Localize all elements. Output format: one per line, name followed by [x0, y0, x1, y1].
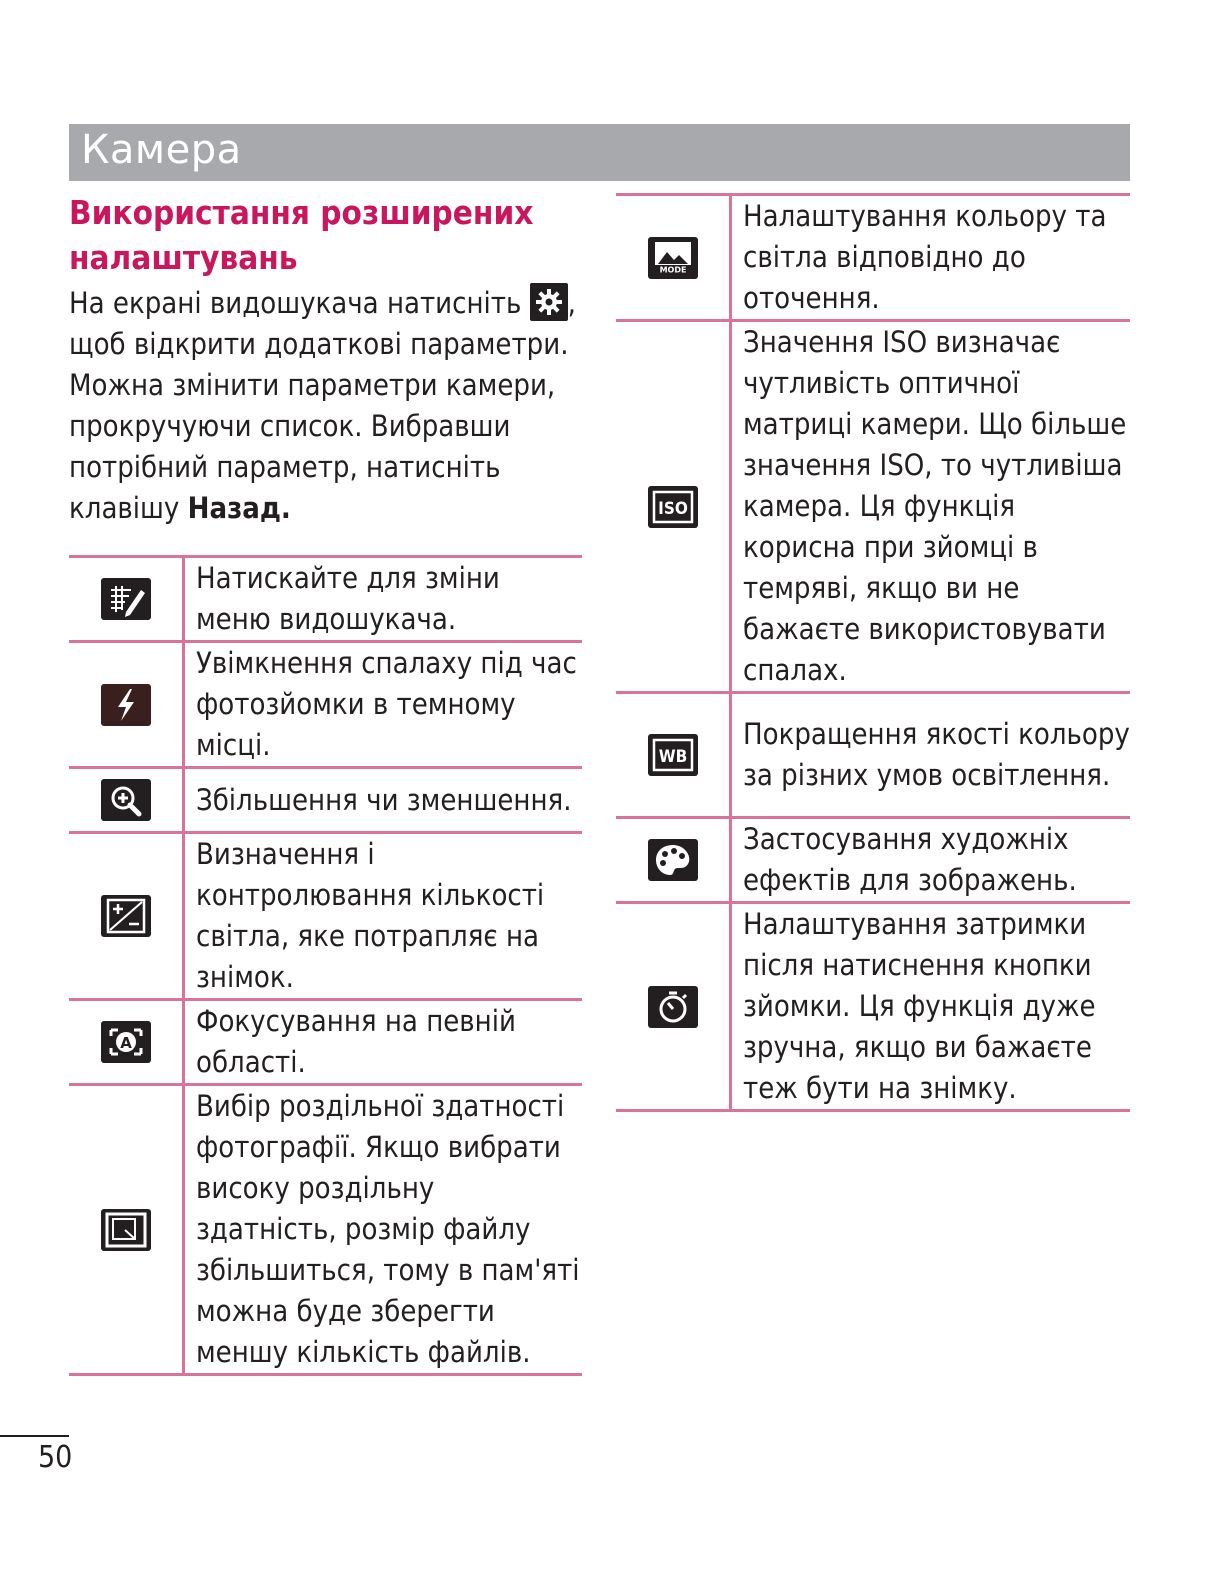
option-description: Увімкнення спалаху під час фотозйомки в темному місці.: [184, 642, 583, 768]
table-row: [69, 833, 582, 1000]
timer-icon: [648, 986, 698, 1028]
right-options-table: [616, 193, 1130, 1112]
white-balance-icon: [648, 734, 698, 776]
table-row: [69, 1000, 582, 1085]
intro-text-middle: , щоб відкрити додаткові параметри. Можна змінити параметри камери, прокручуючи список. Вибравши потрібний параметр, натисніть клавішу: [69, 286, 576, 525]
image-size-icon: [101, 1209, 151, 1251]
left-options-table: [69, 555, 582, 1376]
table-row: [616, 321, 1130, 693]
page-title: Камера: [81, 127, 242, 173]
table-row: [616, 903, 1130, 1111]
option-description: Налаштування кольору та світла відповідно до оточення.: [731, 195, 1131, 321]
option-description: Вибір роздільної здатності фотографії. Якщо вибрати високу роздільну здатність, розмір файлу збільшиться, тому в пам'яті можна буде зберегти меншу кількість файлів.: [184, 1085, 583, 1375]
focus-icon: [101, 1021, 151, 1063]
section-title: Використання розширених налаштувань: [69, 193, 534, 277]
option-description: Фокусування на певній області.: [184, 1000, 583, 1085]
zoom-icon: [101, 779, 151, 821]
iso-icon-label: ISO: [657, 498, 688, 519]
page-number-rule: [0, 1435, 69, 1437]
intro-paragraph: [69, 283, 589, 529]
color-effect-icon: [648, 839, 698, 881]
back-key-label: Назад.: [187, 491, 291, 525]
header-bar: [69, 124, 1130, 181]
table-row: [616, 818, 1130, 903]
page-number: 50: [38, 1440, 73, 1475]
focus-icon-label: A: [119, 1034, 132, 1052]
option-description: Натискайте для зміни меню видошукача.: [184, 557, 583, 642]
flash-icon: [101, 684, 151, 726]
option-description: Застосування художніх ефектів для зображень.: [731, 818, 1131, 903]
edit-viewfinder-menu-icon: [101, 578, 151, 620]
option-description: Збільшення чи зменшення.: [184, 768, 583, 833]
option-description: Значення ISO визначає чутливість оптичної матриці камери. Що більше значення ISO, то чутливіша камера. Ця функція корисна при зйомці в темряві, якщо ви не бажаєте використовувати спалах.: [731, 321, 1131, 693]
scene-mode-icon-label: MODE: [659, 265, 686, 274]
table-row: [69, 1085, 582, 1375]
exposure-icon: [101, 895, 151, 937]
table-row: [69, 557, 582, 642]
table-row: [69, 642, 582, 768]
option-description: Налаштування затримки після натиснення кнопки зйомки. Ця функція дуже зручна, якщо ви бажаєте теж бути на знімку.: [731, 903, 1131, 1111]
white-balance-icon-label: WB: [658, 747, 687, 767]
table-row: [69, 768, 582, 833]
intro-text-start: На екрані видошукача натисніть: [69, 286, 530, 320]
settings-gear-icon: [530, 283, 568, 321]
scene-mode-icon: [648, 237, 698, 279]
table-row: [616, 195, 1130, 321]
option-description: Покращення якості кольору за різних умов освітлення.: [731, 693, 1131, 818]
option-description: Визначення і контролювання кількості світла, яке потрапляє на знімок.: [184, 833, 583, 1000]
iso-icon: [648, 486, 698, 528]
table-row: [616, 693, 1130, 818]
